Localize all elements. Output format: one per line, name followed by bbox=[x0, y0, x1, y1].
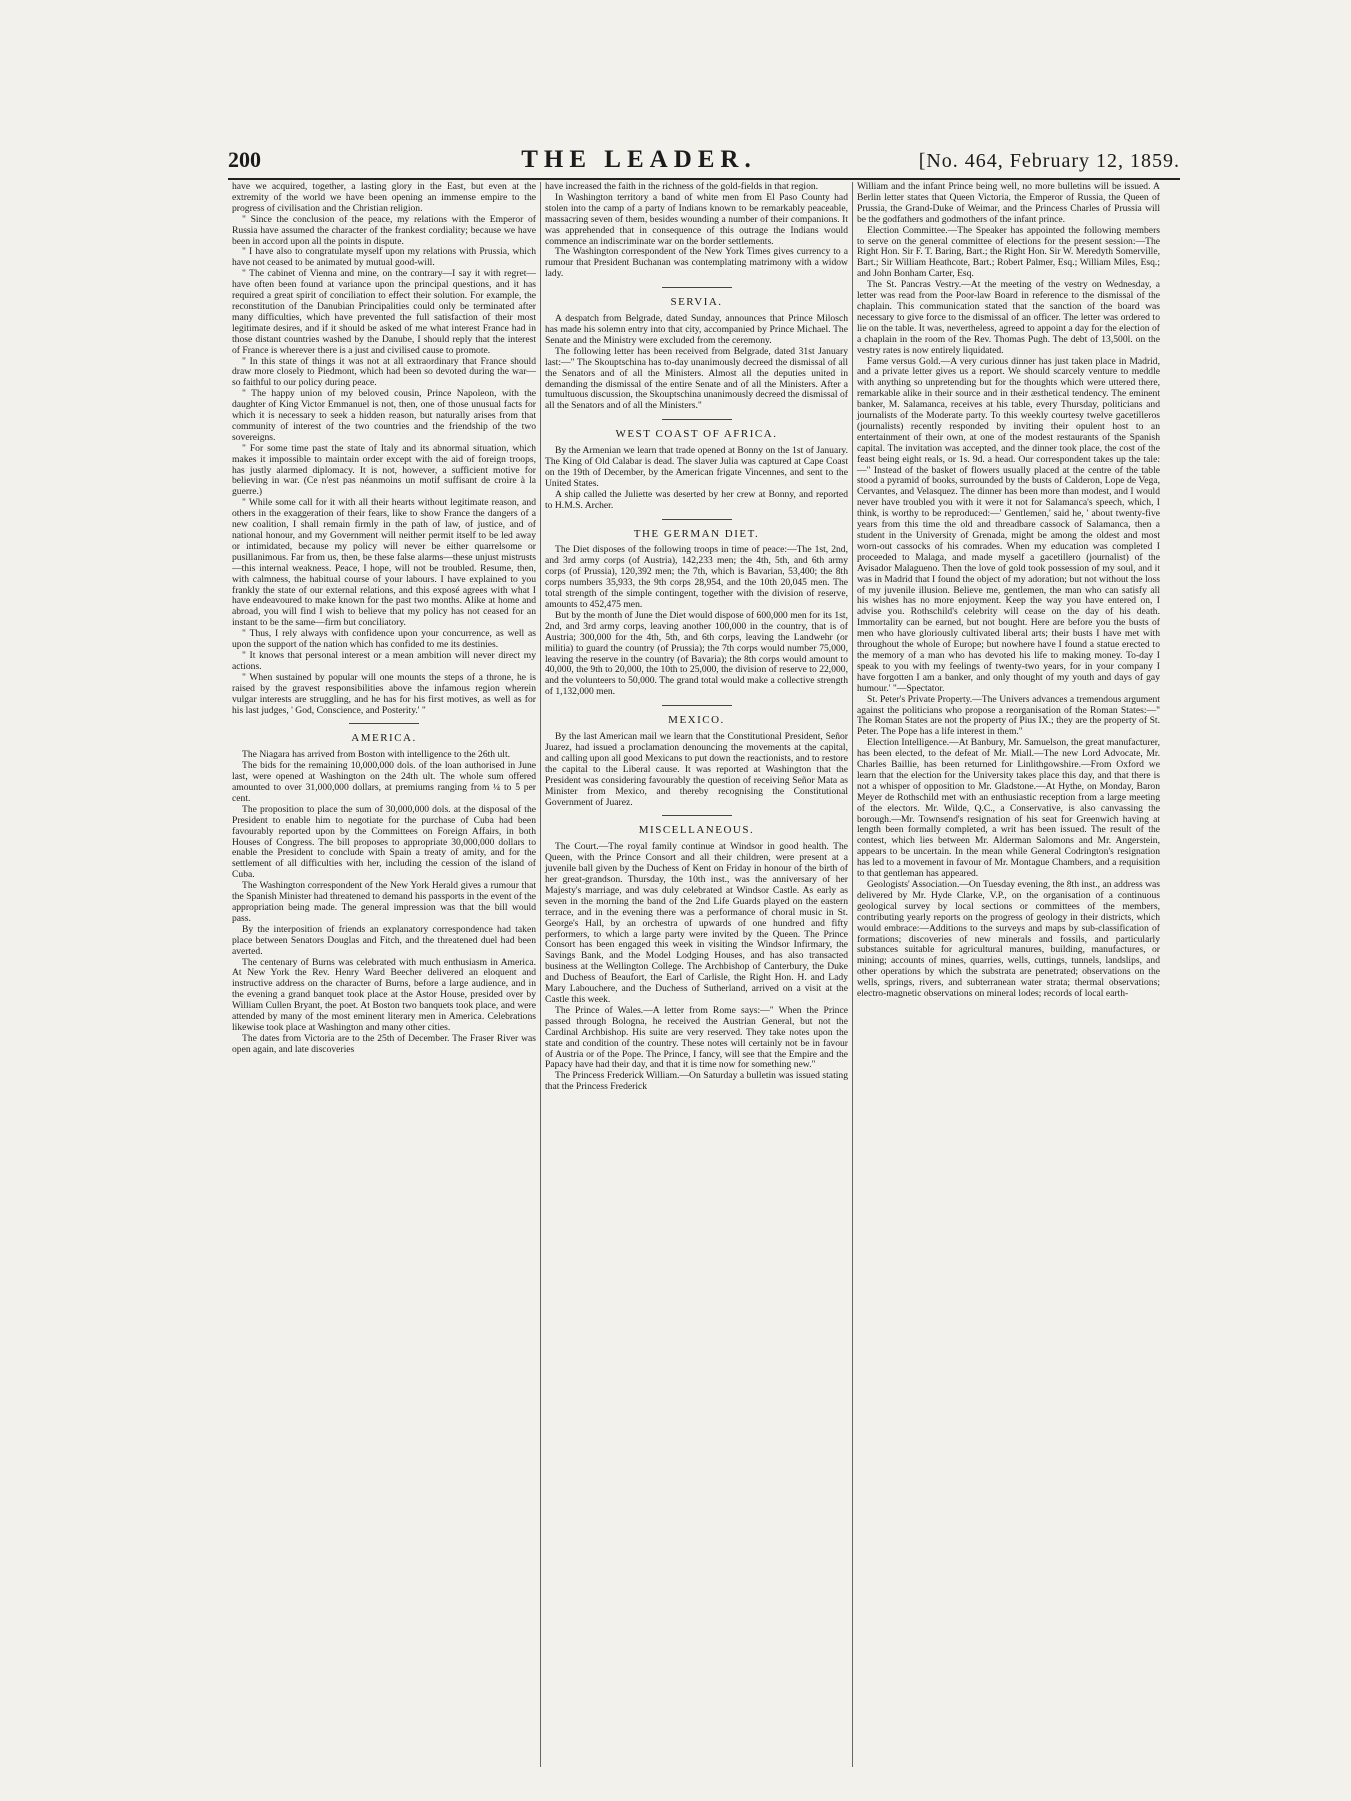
column-3 bbox=[852, 182, 1164, 1767]
section-heading-west-coast-of-africa: WEST COAST OF AFRICA. bbox=[615, 428, 778, 441]
section-heading-servia: SERVIA. bbox=[670, 296, 723, 309]
paragraph: " I have also to congratulate myself upon my relations with Prussia, which have not ceased to be animated by mutual good-will. bbox=[232, 246, 536, 269]
paragraph: have we acquired, together, a lasting glory in the East, but even at the extremity of the world we have been opening an immense empire to the progress of civilisation and the Christian religion. bbox=[232, 182, 536, 214]
paragraph: The Diet disposes of the following troops in time of peace:—The 1st, 2nd, and 3rd army corps (of Austria), 142,233 men; the 4th, 5th, and 6th army corps (of Prussia), 120,392 men; the 7th, which is Bavarian, 53,400; the 8th corps numbers 35,933, the 9th corps 28,954, and the 10th 20,045 men. The total strength of the simple contingent, together with the division of reserve, amounts to 452,475 men. bbox=[545, 544, 848, 610]
paragraph: But by the month of June the Diet would dispose of 600,000 men for its 1st, 2nd, and 3rd army corps, leaving another 100,000 in the country, that is of Austria; 300,000 for the 4th, 5th, and 6th corps, leaving the Landwehr (or militia) to guard the country (of Prussia); the 7th corps would number 75,000, leaving the reserve in the country (of Bavaria); the 8th corps would amount to 40,000, the 9th to 20,000, the 10th to 25,000, the division of reserve to 22,000, and the volunteers to 50,000. The grand total would make a collective strength of 1,132,000 men. bbox=[545, 609, 848, 698]
section-rule bbox=[349, 723, 419, 724]
paragraph: The Princess Frederick William.—On Saturday a bulletin was issued stating that the Princess Frederick bbox=[545, 1070, 848, 1093]
paragraph: " The happy union of my beloved cousin, Prince Napoleon, with the daughter of King Victor Emmanuel is not, then, one of those unusual facts for which it is necessary to seek a hidden reason, but naturally arises from that community of interest of the two countries and the friendship of the two sovereigns. bbox=[232, 388, 536, 443]
paragraph: The Washington correspondent of the New York Herald gives a rumour that the Spanish Minister had threatened to demand his passports in the event of the appropriation being made. The general impression was that the bill would pass. bbox=[232, 880, 537, 924]
section-heading-america: AMERICA. bbox=[351, 732, 417, 745]
column-2 bbox=[540, 182, 852, 1767]
section-heading-mexico: MEXICO. bbox=[668, 714, 725, 727]
paragraph: William and the infant Prince being well, no more bulletins will be issued. A Berlin letter states that Queen Victoria, the Emperor of Russia, the Queen of Prussia, the Grand-Duke of Weimar, and the Princess Charles of Prussia will be the godfathers and godmothers of the infant prince. bbox=[857, 182, 1160, 225]
paragraph: " For some time past the state of Italy and its abnormal situation, which makes it impossible to maintain order except with the aid of foreign troops, has justly alarmed diplomacy. It is not, however, a sufficient motive for believing in war. (Ce n'est pas néanmoins un motif suffisant de croire à la guerre.) bbox=[232, 442, 536, 498]
section-rule bbox=[662, 705, 732, 706]
paragraph: A despatch from Belgrade, dated Sunday, announces that Prince Milosch has made his solemn entry into that city, accompanied by Prince Michael. The Senate and the Ministry were excluded from the ceremony. bbox=[545, 313, 848, 346]
paragraph: Election Committee.—The Speaker has appointed the following members to serve on the general committee of elections for the present session:—The Right Hon. Sir F. T. Baring, Bart.; the Right Hon. Sir W. Meredyth Somerville, Bart.; Sir William Heathcote, Bart.; Robert Palmer, Esq.; William Miles, Esq.; and John Bonham Carter, Esq. bbox=[857, 224, 1160, 280]
paragraph: Geologists' Association.—On Tuesday evening, the 8th inst., an address was delivered by Mr. Hyde Clarke, V.P., on the organisation of a continuous geological survey by local sections or committees of the members, contributing yearly reports on the progress of geology in their districts, which would embrace:—Additions to the surveys and maps by sub-classification of formations; discoveries of new minerals and fossils, and particularly substances suitable for agricultural manures, building, manufactures, or mining; accounts of mines, quarries, wells, cuttings, tunnels, landslips, and other operations by which the substrata are penetrated; observations on the wells, springs, rivers, and subterranean water strata; thermal observations; electro-magnetic observations on mineral lodes; records of local earth- bbox=[857, 879, 1160, 1000]
paragraph: The Washington correspondent of the New York Times gives currency to a rumour that President Buchanan was contemplating matrimony with a widow lady. bbox=[545, 246, 848, 280]
paragraph: The Niagara has arrived from Boston with intelligence to the 26th ult. bbox=[242, 749, 511, 761]
paragraph: The centenary of Burns was celebrated with much enthusiasm in America. At New York the Rev. Henry Ward Beecher delivered an eloquent and instructive address on the character of Burns, before a large audience, and in the evening a grand banquet took place at the Astor House, presided over by William Cullen Bryant, the poet. At Boston two banquets took place, and were attended by many of the most eminent literary men in America. Celebrations likewise took place at Washington and many other cities. bbox=[232, 956, 536, 1033]
paragraph: By the interposition of friends an explanatory correspondence had taken place between Senators Douglas and Fitch, and the threatened duel had been averted. bbox=[232, 923, 536, 957]
paragraph: " Thus, I rely always with confidence upon your concurrence, as well as upon the support of the nation which has confided to me its destinies. bbox=[232, 628, 536, 651]
section-rule bbox=[662, 287, 732, 288]
paragraph: In Washington territory a band of white men from El Paso County had stolen into the camp of a party of Indians known to be remarkably peaceable, massacring seven of them, besides wounding a number of their companions. It was apprehended that in consequence of this outrage the Indians would commence an indiscriminate war on the border settlements. bbox=[545, 191, 848, 247]
paragraph: By the last American mail we learn that the Constitutional President, Señor Juarez, had issued a proclamation denouncing the movements at the capital, and calling upon all good Mexicans to put down the reactionists, and to restore the capital to the Liberal cause. It was reported at Washington that the President was considering favourably the question of receiving Señor Mata as Minister from Mexico, and thereby recognising the Constitutional Government of Juarez. bbox=[545, 731, 848, 808]
section-rule bbox=[662, 419, 732, 420]
paragraph: The St. Pancras Vestry.—At the meeting of the vestry on Wednesday, a letter was read from the Poor-law Board in reference to the dismissal of the chaplain. This communication stated that the sanction of the board was necessary to give force to the dismissal of an officer. The letter was ordered to lie on the table. It was, nevertheless, agreed to appoint a day for the election of a chaplain in the room of the Rev. Thomas Pugh. The debt of 13,500l. on the vestry rates is now entirely liquidated. bbox=[857, 279, 1160, 356]
column-1 bbox=[228, 182, 540, 1767]
paragraph: The dates from Victoria are to the 25th of December. The Fraser River was open again, and late discoveries bbox=[232, 1032, 536, 1055]
paragraph: By the Armenian we learn that trade opened at Bonny on the 1st of January. The King of Old Calabar is dead. The slaver Julia was captured at Cape Coast on the 19th of December, by the American frigate Vincennes, and sent to the United States. bbox=[545, 445, 848, 489]
section-rule bbox=[662, 519, 732, 520]
paragraph: The bids for the remaining 10,000,000 dols. of the loan authorised in June last, were opened at Washington on the 24th ult. The whole sum offered amounted to over 31,000,000 dollars, at premiums ranging from ¼ to 5 per cent. bbox=[232, 760, 536, 804]
paragraph: " While some call for it with all their hearts without legitimate reason, and others in the exaggeration of their fears, like to show France the dangers of a new coalition, I shall remain firmly in the path of law, of justice, and of national honour, and my Government will neither permit itself to be led away or intimidated, because my policy will never be either quarrelsome or pusillanimous. Far from us, then, be these false alarms—these unjust mistrusts—this internal weakness. Peace, I hope, will not be troubled. Resume, then, with calmness, the habitual course of your labours. I have explained to you frankly the state of our external relations, and this exposé agrees with what I have endeavoured to make known for the past two months. Alike at home and abroad, you will find I wish to believe that my policy has not ceased for an instant to be the same—firm but conciliatory. bbox=[232, 497, 536, 629]
paragraph: " The cabinet of Vienna and mine, on the contrary—I say it with regret—have often been found at variance upon the principal questions, and it has required a great spirit of conciliation to effect their solution. For example, the reconstitution of the Danubian Principalities could only be terminated after many difficulties, which have prevented the full satisfaction of their most legitimate desires, and if it should be asked of me what interest France had in those distant countries washed by the Danube, I should reply that the interest of France is wherever there is a just and civilised cause to promote. bbox=[232, 268, 536, 356]
paragraph: Fame versus Gold.—A very curious dinner has just taken place in Madrid, and a private letter gives us a report. We should scarcely venture to meddle with anything so unpretending but for the thoughts which were uttered there, remarkable alike in their source and in their æsthetical tendency. The eminent banker, M. Salamanca, receives at his table, every Thursday, politicians and journalists of the Moderate party. To this weekly courtesy twelve gacetilleros (journalists) recently responded by inviting their opulent host to an entertainment of their own, at one of the modest restaurants of the Spanish capital. The invitation was accepted, and the dinner took place, the cost of the feast being eight reals, or 1s. 9d. a head. Our correspondent takes up the tale:—" Instead of the basket of flowers usually placed at the centre of the table stood a pyramid of books, surrounded by the busts of Calderon, Lope de Vega, Cervantes, and Velasquez. The dinner has been more than modest, and I would never have troubled you with it were it not for Salamanca's speech, which, I think, is worthy to be reproduced:—' Gentlemen,' said he, ' about twenty-five years from this time the old and threadbare cassock of Salamanca, then a student in the University of Grenada, might be among the oldest and most worn-out cassocks of his comrades. When my education was completed I proceeded to Malaga, and made myself a gacetillero (journalist) of the Avisador Malagueno. Then the love of gold took possession of my soul, and it was in Madrid that I found the object of my adoration; but not without the loss of my juvenile illusion. Believe me, gentlemen, the man who can satisfy all his wishes has no more enjoyment. Keep the way you have entered on, I advise you. Rothschild's celebrity will cease on the day of his death. Immortality can be earned, but not bought. Here are before you the busts of men who have gloriously cultivated liberal arts; their busts I have met with throughout the whole of Europe; but nowhere have I found a statue erected to the memory of a man who has devoted his life to making money. To-day I speak to you with my feelings of twenty-two years, for in your company I have forgotten I am a banker, and only thought of my youth and days of gay humour.' "—Spectator. bbox=[857, 355, 1160, 694]
paragraph: have increased the faith in the richness of the gold-fields in that region. bbox=[545, 182, 819, 192]
paragraph: The Court.—The royal family continue at Windsor in good health. The Queen, with the Prince Consort and all their children, were present at a juvenile ball given by the Duchess of Kent on Friday in honour of the birth of her great-grandson. Thursday, the 10th inst., was the anniversary of her Majesty's marriage, and was duly celebrated at Windsor Castle. As early as seven in the morning the band of the 2nd Life Guards played on the eastern terrace, and in the evening there was a performance of choral music in St. George's Hall, by an orchestra of upwards of one hundred and fifty performers, to which a large party were invited by the Queen. The Prince Consort has been engaged this week in visiting the Windsor Infirmary, the Savings Bank, and the Model Lodging Houses, and has also transacted business at the Wellington College. The Archbishop of Canterbury, the Duke and Duchess of Beaufort, the Earl of Carlisle, the Right Hon. H. and Lady Mary Labouchere, and the Duchess of Sutherland, arrived on a visit at the Castle this week. bbox=[545, 841, 848, 1005]
issue-date: [No. 464, February 12, 1859. bbox=[918, 150, 1180, 172]
paragraph: " In this state of things it was not at all extraordinary that France should draw more closely to Piedmont, which had been so devoted during the war—so faithful to our policy during peace. bbox=[232, 355, 536, 389]
article-columns bbox=[228, 182, 1180, 1767]
paragraph: " Since the conclusion of the peace, my relations with the Emperor of Russia have assumed the character of the frankest cordiality; because we have been in accord upon all the points in dispute. bbox=[232, 213, 536, 247]
section-heading-german-diet: THE GERMAN DIET. bbox=[633, 527, 760, 540]
paragraph: The proposition to place the sum of 30,000,000 dols. at the disposal of the President to enable him to negotiate for the purchase of Cuba had been favourably reported upon by the Committees on Foreign Affairs, in both Houses of Congress. The bill proposes to appropriate 30,000,000 dollars to enable the President to conclude with Spain a treaty of amity, and for the settlement of all difficulties with her, including the cession of the island of Cuba. bbox=[232, 803, 536, 881]
newspaper-title: THE LEADER. bbox=[521, 146, 757, 173]
paragraph: " When sustained by popular will one mounts the steps of a throne, he is raised by the gravest responsibilities above the infamous region wherein vulgar interests are struggling, and he has for his first motives, as well as for his last judges, ' God, Conscience, and Posterity.' " bbox=[232, 671, 536, 716]
paragraph: The Prince of Wales.—A letter from Rome says:—" When the Prince passed through Bologna, he received the Austrian General, but not the Cardinal Archbishop. His suite are very reserved. They take notes upon the state and condition of the country. These notes will certainly not be in favour of Austria or of the Pope. The Prince, I fancy, will see that the Empire and the Papacy have had their day, and that it is time now for something new." bbox=[545, 1004, 848, 1071]
paragraph: Election Intelligence.—At Banbury, Mr. Samuelson, the great manufacturer, has been elected, to the defeat of Mr. Miall.—The new Lord Advocate, Mr. Charles Baillie, has been returned for Linlithgowshire.—From Oxford we learn that the election for the University takes place this day, and that there is not a whisper of opposition to Mr. Gladstone.—At Hythe, on Monday, Baron Meyer de Rothschild met with an enthusiastic reception from a large meeting of the electors. Mr. Wilde, Q.C., a Conservative, is also canvassing the borough.—Mr. Townsend's resignation of his seat for Greenwich having at length been formally completed, a writ has been issued. The result of the contest, which lies between Mr. Alderman Salomons and Mr. Angerstein, appears to be uncertain. In the mean while General Codrington's resignation has led to a movement in favour of Mr. Montague Chambers, and a requisition to that gentleman has appeared. bbox=[857, 737, 1160, 880]
section-rule bbox=[662, 815, 732, 816]
paragraph: " It knows that personal interest or a mean ambition will never direct my actions. bbox=[232, 649, 536, 672]
header-rule bbox=[228, 178, 1180, 180]
masthead bbox=[228, 146, 1180, 176]
page-number: 200 bbox=[228, 147, 261, 172]
paragraph: The following letter has been received from Belgrade, dated 31st January last:—" The Skouptschina has to-day unanimously decreed the dismissal of all the Senators and of all the Ministers. Almost all the deputies united in demanding the dismissal of the entire Senate and of all the Ministers. After a tumultuous discussion, the Skouptschina unanimously decreed the dismissal of all the Senators and of all the Ministers." bbox=[545, 345, 848, 412]
section-heading-miscellaneous: MISCELLANEOUS. bbox=[638, 824, 755, 837]
paragraph: A ship called the Juliette was deserted by her crew at Bonny, and reported to H.M.S. Archer. bbox=[545, 488, 848, 511]
paragraph: St. Peter's Private Property.—The Univers advances a tremendous argument against the politicians who propose a reorganisation of the Roman States:—" The Roman States are not the property of Pius IX.; they are the property of St. Peter. The Pope has a life interest in them." bbox=[857, 693, 1160, 738]
